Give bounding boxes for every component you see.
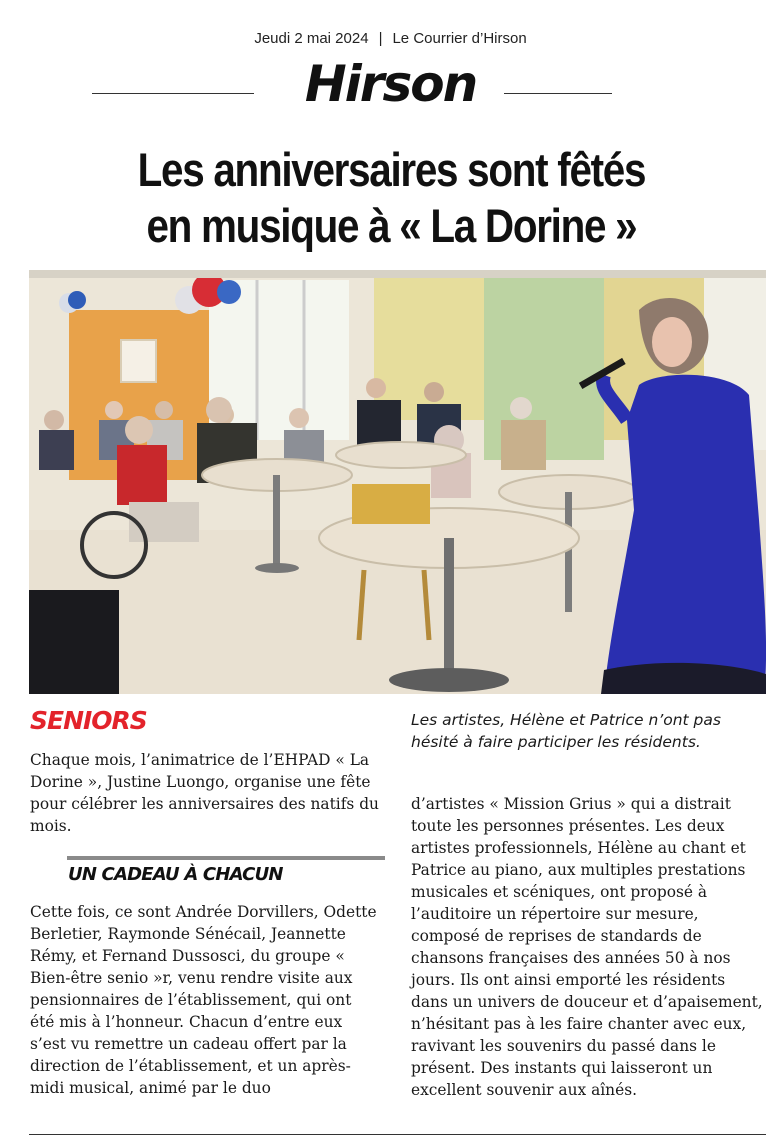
- article-headline: [56, 142, 728, 254]
- headline-line-1: Les anniversaires sont fêtés: [137, 143, 646, 196]
- article-column-2: d’artistes « Mission Grius » qui a distrait toute les personnes présentes. Les deux artistes professionnels, Hélène au chant et Patrice au piano, aux multiples prestations musicales et scéniques, ont proposé à l’auditoire un répertoire sur mesure, composé de reprises de standards de chansons françaises des années 50 à nos jours. Ils ont ainsi emporté les résidents dans un univers de douceur et d’apaisement, n’hésitant pas à les faire chanter avec eux, ravivant les souvenirs du passé dans le présent. Des instants qui laisseront un excellent souvenir aux aînés.: [411, 795, 763, 1099]
- article-intro: Chaque mois, l’animatrice de l’EHPAD « La Dorine », Justine Luongo, organise une fête pour célébrer les anniversaires des natifs du mois.: [30, 751, 379, 835]
- section-city-title: Hirson: [304, 55, 477, 113]
- photo-caption: Les artistes, Hélène et Patrice n’ont pas hésité à faire participer les résidents.: [411, 711, 721, 751]
- headline-line-2: en musique à « La Dorine »: [146, 199, 637, 252]
- publication-name: Le Courrier d’Hirson: [392, 30, 527, 47]
- article-column-1: Cette fois, ce sont Andrée Dorvillers, Odette Berletier, Raymonde Sénécail, Jeannette Rémy, et Fernand Dussosci, du groupe « Bien-être senio »r, venu rendre visite aux pensionnaires de l’établissement, qui ont été mis à l’honneur. Chacun d’entre eux s’est vu remettre un cadeau offert par la direction de l’établissement, et un après-midi musical, animé par le duo: [30, 903, 377, 1097]
- article-photo: [29, 270, 766, 694]
- photo-illustration: [29, 270, 766, 694]
- dateline: [0, 30, 781, 47]
- article-subhead: UN CADEAU À CHACUN: [68, 864, 283, 885]
- subhead-rule: [67, 856, 385, 860]
- dateline-separator: |: [378, 30, 383, 47]
- bottom-rule: [29, 1134, 766, 1135]
- issue-date: Jeudi 2 mai 2024: [254, 30, 369, 47]
- section-kicker: SENIORS: [30, 706, 147, 735]
